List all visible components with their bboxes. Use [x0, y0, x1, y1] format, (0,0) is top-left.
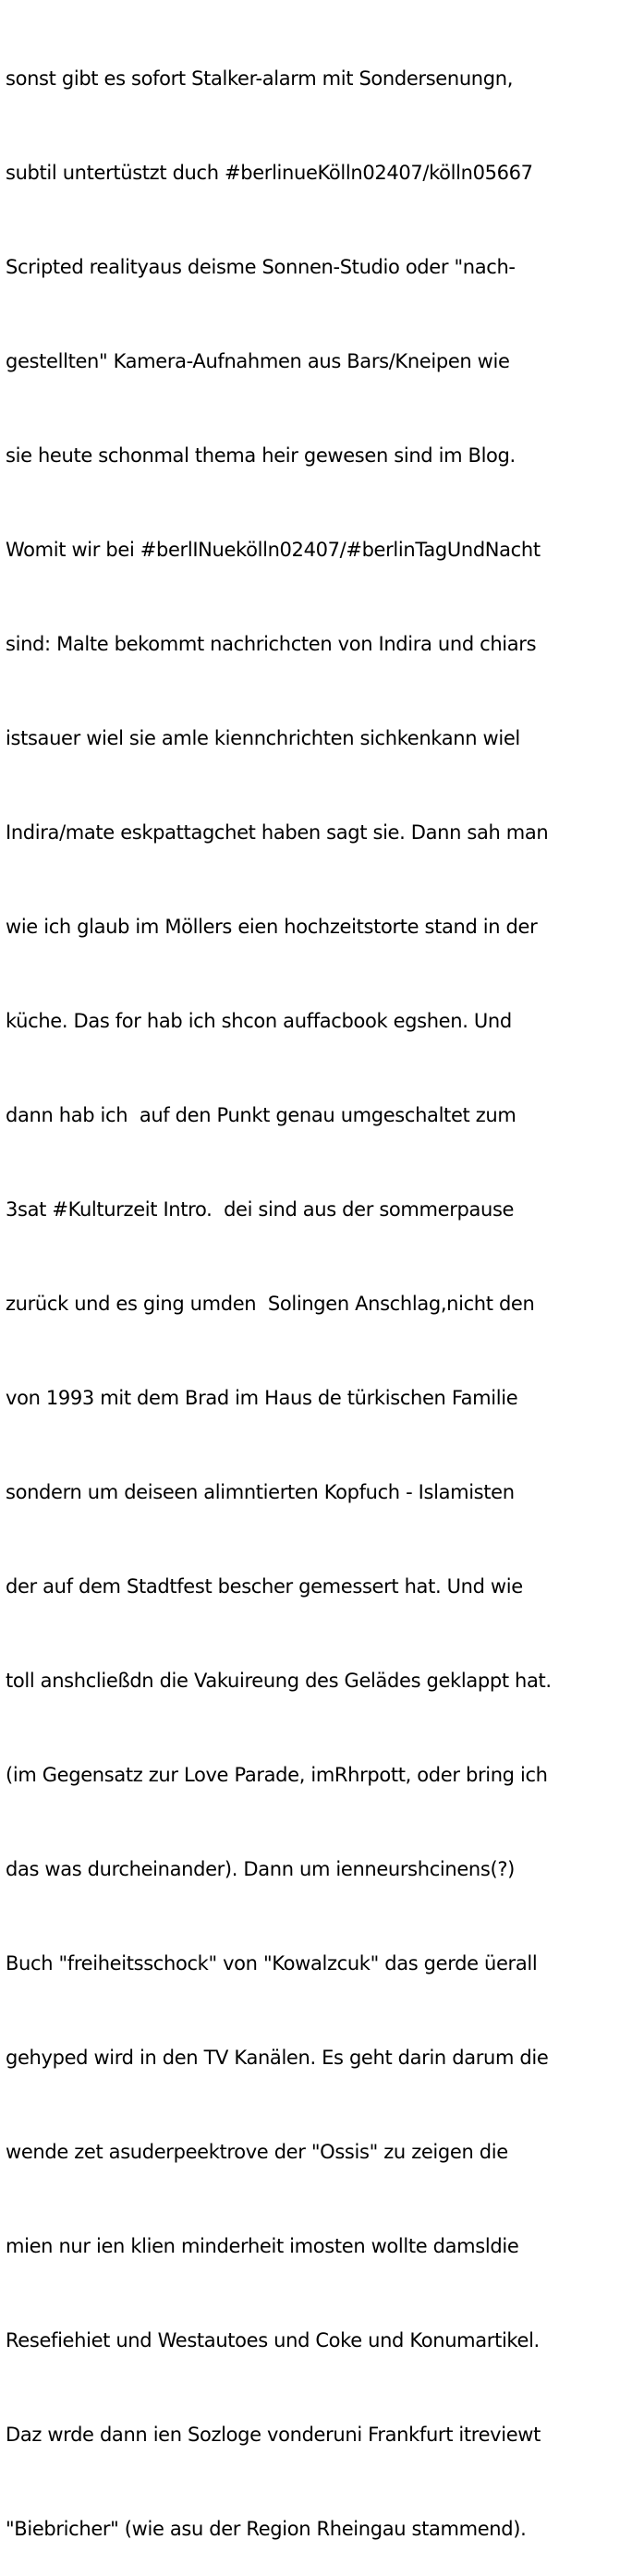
- text-line: toll anshcließdn die Vakuireung des Gelädes geklappt hat.: [6, 1670, 552, 1692]
- text-line: dann hab ich auf den Punkt genau umgeschaltet zum: [6, 1104, 517, 1126]
- text-line: gehyped wird in den TV Kanälen. Es geht darin darum die: [6, 2047, 549, 2069]
- text-line: Daz wrde dann ien Sozloge vonderuni Frankfurt itreviewt: [6, 2424, 541, 2446]
- text-line: 3sat #Kulturzeit Intro. dei sind aus der sommerpause: [6, 1198, 515, 1221]
- text-line: Indira/mate eskpattagchet haben sagt sie. Dann sah man: [6, 821, 549, 844]
- text-line: gestellten" Kamera-Aufnahmen aus Bars/Kneipen wie: [6, 350, 510, 372]
- text-line: das was durcheinander). Dann um ienneurshcinens(?): [6, 1858, 515, 1880]
- text-line: Buch "freiheitsschock" von "Kowalzcuk" das gerde üerall: [6, 1952, 538, 1975]
- text-line: sonst gibt es sofort Stalker-alarm mit Sondersenungn,: [6, 67, 514, 90]
- text-line: sind: Malte bekommt nachrichcten von Indira und chiars: [6, 633, 537, 655]
- text-line: Scripted realityaus deisme Sonnen-Studio oder "nach-: [6, 256, 516, 278]
- text-line: wende zet asuderpeektrove der "Ossis" zu zeigen die: [6, 2141, 508, 2163]
- text-line: Resefiehiet und Westautoes und Coke und Konumartikel.: [6, 2329, 540, 2351]
- text-line: der auf dem Stadtfest bescher gemessert hat. Und wie: [6, 1575, 523, 1598]
- text-line: wie ich glaub im Möllers eien hochzeitstorte stand in der: [6, 916, 538, 938]
- text-line: sie heute schonmal thema heir gewesen sind im Blog.: [6, 444, 516, 467]
- text-line: (im Gegensatz zur Love Parade, imRhrpott, oder bring ich: [6, 1764, 548, 1786]
- document-text: [6, 0, 632, 2576]
- text-line: mien nur ien klien minderheit imosten wollte damsldie: [6, 2235, 519, 2257]
- text-line: Womit wir bei #berlINuekölln02407/#berlinTagUndNacht: [6, 539, 541, 561]
- text-line: "Biebricher" (wie asu der Region Rheingau stammend).: [6, 2518, 527, 2540]
- text-line: subtil untertüstzt duch #berlinueKölln02407/kölln05667: [6, 162, 533, 184]
- text-line: zurück und es ging umden Solingen Anschlag,nicht den: [6, 1293, 535, 1315]
- text-line: von 1993 mit dem Brad im Haus de türkischen Familie: [6, 1387, 518, 1409]
- text-line: sondern um deiseen alimntierten Kopfuch - Islamisten: [6, 1481, 515, 1503]
- text-line: istsauer wiel sie amle kiennchrichten sichkenkann wiel: [6, 727, 520, 749]
- text-line: küche. Das for hab ich shcon auffacbook egshen. Und: [6, 1010, 512, 1032]
